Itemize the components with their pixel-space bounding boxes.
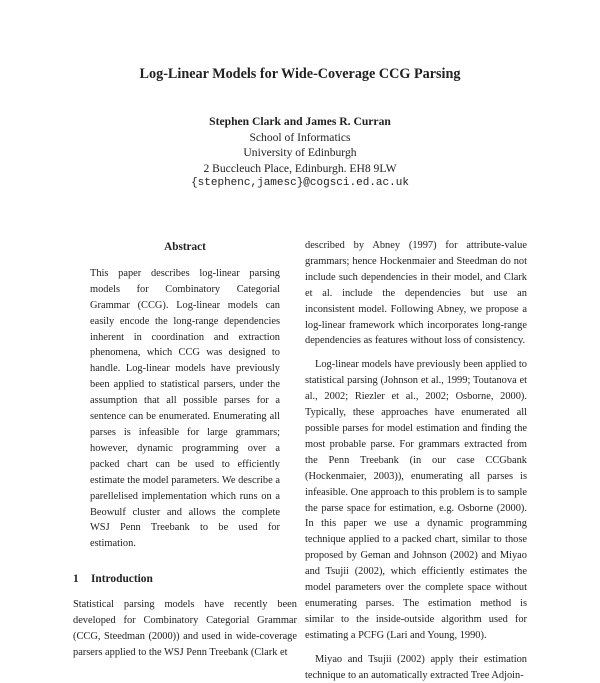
affiliation-line: University of Edinburgh <box>243 146 357 160</box>
abstract-text: This paper describes log-linear parsing models for Combinatory Categorial Grammar (CCG). Log-linear models can easily encode the long-range dependencies inherent in coordination and extraction phenomena, which CCG was designed to handle. Log-linear models have previously been applied to statistical parsers, under the assumption that all possible parses for a sentence can be enumerated. Enumerating all parses is infeasible for large grammars; however, dynamic programming over a packed chart can be used to efficiently estimate the model parameters. We describe a parellelised implementation which runs on a Beowulf cluster and allows the complete WSJ Penn Treebank to be used for estimation. <box>90 267 280 550</box>
section-number: 1 <box>73 573 79 586</box>
author-email: {stephenc,jamesc}@cogsci.ed.ac.uk <box>191 177 409 190</box>
body-paragraph: described by Abney (1997) for attribute-value grammars; hence Hockenmaier and Steedman do not include such dependencies in their model, and Clark et al. include the dependencies but use an inconsistent model. Following Abney, we propose a log-linear framework which incorporates long-range dependencies as features without loss of consistency. <box>305 240 527 347</box>
section-title: Introduction <box>91 573 153 586</box>
abstract-heading: Abstract <box>164 241 206 253</box>
right-column <box>305 238 527 683</box>
section-heading <box>73 572 297 588</box>
intro-text: Statistical parsing models have recently been developed for Combinatory Categorial Grammar (CCG, Steedman (2000)) and used in wide-coverage parsers applied to the WSJ Penn Treebank (Clark et <box>73 599 297 658</box>
affiliation-line: School of Informatics <box>249 130 351 144</box>
author-names: Stephen Clark and James R. Curran <box>209 115 391 128</box>
affiliation-line: 2 Buccleuch Place, Edinburgh. EH8 9LW <box>203 161 397 175</box>
body-paragraph: Miyao and Tsujii (2002) apply their estimation technique to an automatically extracted Tree Adjoin- <box>305 653 527 681</box>
left-column <box>73 238 297 661</box>
body-paragraph: Log-linear models have previously been applied to statistical parsing (Johnson et al., 1999; Toutanova et al., 2002; Riezler et al., 2002; Osborne, 2000). Typically, these approaches have enumerated all possible parses for model estimation and finding the most probable parse. For grammars extracted from the Penn Treebank (in our case CCGbank (Hockenmaier, 2003)), enumerating all parses is infeasible. One approach to this problem is to sample the parse space for estimation, e.g. Osborne (2000). In this paper we use a dynamic programming technique applied to a packed chart, similar to those proposed by Geman and Johnson (2002) and Miyao and Tsujii (2002), which efficiently estimates the model parameters over the complete space without enumerating parses. The estimation method is similar to the inside-outside algorithm used for estimating a PCFG (Lari and Young, 1990). <box>305 359 527 641</box>
author-block <box>0 114 600 192</box>
paper-title: Log-Linear Models for Wide-Coverage CCG Parsing <box>139 66 461 82</box>
